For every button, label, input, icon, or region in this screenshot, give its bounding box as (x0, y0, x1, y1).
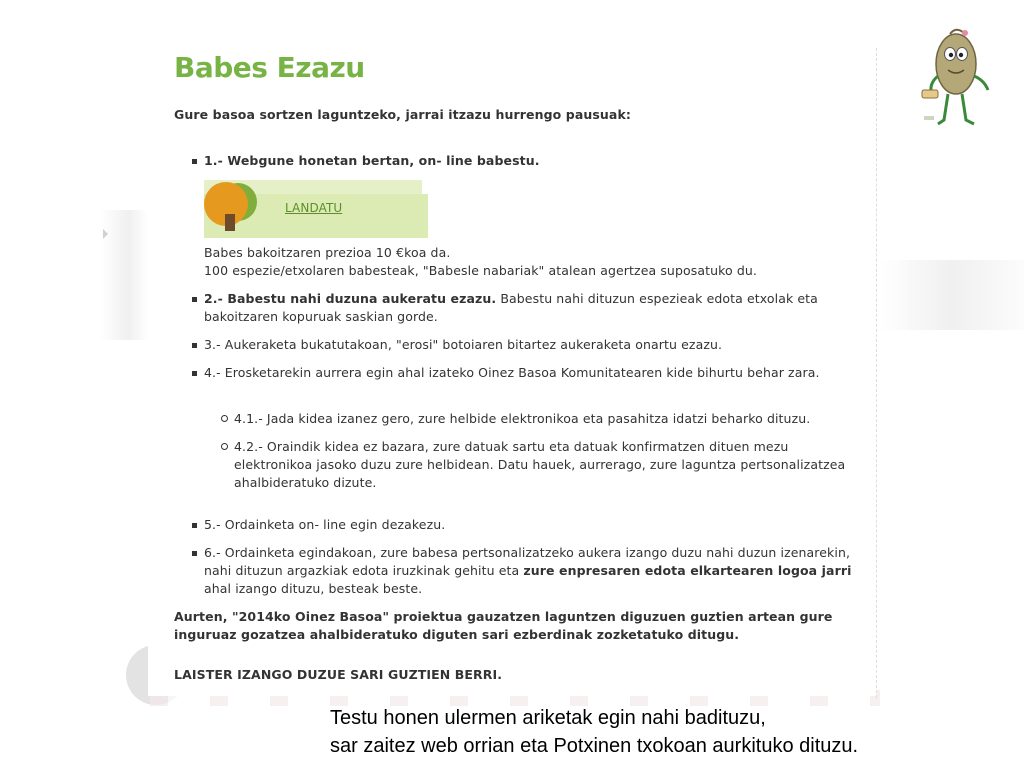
step-4-text: 4.- Erosketarekin aurrera egin ahal izateko Oinez Basoa Komunitatearen kide bihurtu behar zara. (204, 365, 820, 380)
list-item (174, 290, 864, 326)
step-1-text: 1.- Webgune honetan bertan, on- line babestu. (204, 153, 540, 168)
caption-line-2: sar zaitez web orrian eta Potxinen txokoan aurkituko dituzu. (330, 735, 859, 757)
landatu-banner[interactable] (204, 180, 428, 240)
price-info-line1: Babes bakoitzaren prezioa 10 €koa da. (204, 245, 451, 260)
step-6-bold: zure enpresaren edota elkartearen logoa jarri (523, 563, 852, 578)
list-item (204, 438, 864, 492)
potato-mascot-icon (920, 24, 1000, 130)
slide-caption (330, 704, 1010, 760)
final-note: LAISTER IZANGO DUZUE SARI GUZTIEN BERRI. (174, 667, 503, 682)
list-item (204, 410, 864, 428)
list-item (174, 516, 864, 534)
list-item (174, 544, 864, 598)
background-decoration-right (880, 260, 1024, 330)
main-content (174, 48, 864, 684)
tree-icon (204, 182, 258, 232)
landatu-link[interactable]: LANDATU (285, 201, 343, 215)
page-title: Babes Ezazu (174, 51, 365, 84)
step-3-text: 3.- Aukeraketa bukatutakoan, "erosi" botoiaren bitartez aukeraketa onartu ezazu. (204, 337, 723, 352)
step-4-1-text: 4.1.- Jada kidea izanez gero, zure helbide elektronikoa eta pasahitza idatzi beharko dituzu. (234, 411, 811, 426)
step-4-2-text: 4.2.- Oraindik kidea ez bazara, zure datuak sartu eta datuak konfirmatzen dituen mezu elektronikoa jasoko duzu zure helbidean. Datu hauek, aurrerago, zure laguntza pertsonalizatzea ahalbideratuko dizute. (234, 439, 846, 490)
step-2-bold: 2.- Babestu nahi duzuna aukeratu ezazu. (204, 291, 497, 306)
list-item (174, 336, 864, 354)
list-item (174, 364, 864, 492)
list-item (174, 152, 864, 280)
price-info-line2: 100 espezie/etxolaren babesteak, "Babesle nabariak" atalean agertzea suposatuko du. (204, 263, 757, 278)
dotted-divider (876, 48, 877, 698)
step-5-text: 5.- Ordainketa on- line egin dezakezu. (204, 517, 446, 532)
step-6-text-end: ahal izango dituzu, besteak beste. (204, 581, 423, 596)
step-2-text: Babestu nahi dituzun espezieak edota etxolak eta bakoitzaren kopuruak saskian gorde. (204, 291, 818, 324)
step-6-text-start: 6.- Ordainketa egindakoan, zure babesa pertsonalizatzeko aukera izango duzu nahi duzun izenarekin, nahi dituzun argazkiak edota iruzkinak gehitu eta (204, 545, 851, 578)
caption-line-1: Testu honen ulermen ariketak egin nahi badituzu, (330, 707, 766, 729)
steps-list (174, 152, 864, 598)
intro-text: Gure basoa sortzen laguntzeko, jarrai itzazu hurrengo pausuak: (174, 107, 631, 122)
substeps-list (204, 410, 864, 492)
background-arrow-tick (103, 229, 108, 239)
closing-paragraph: Aurten, "2014ko Oinez Basoa" proiektua gauzatzen laguntzen diguzuen guztien artean gure inguruaz gozatzea ahalbideratuko diguten sari ezberdinak zozketatuko ditugu. (174, 609, 833, 642)
